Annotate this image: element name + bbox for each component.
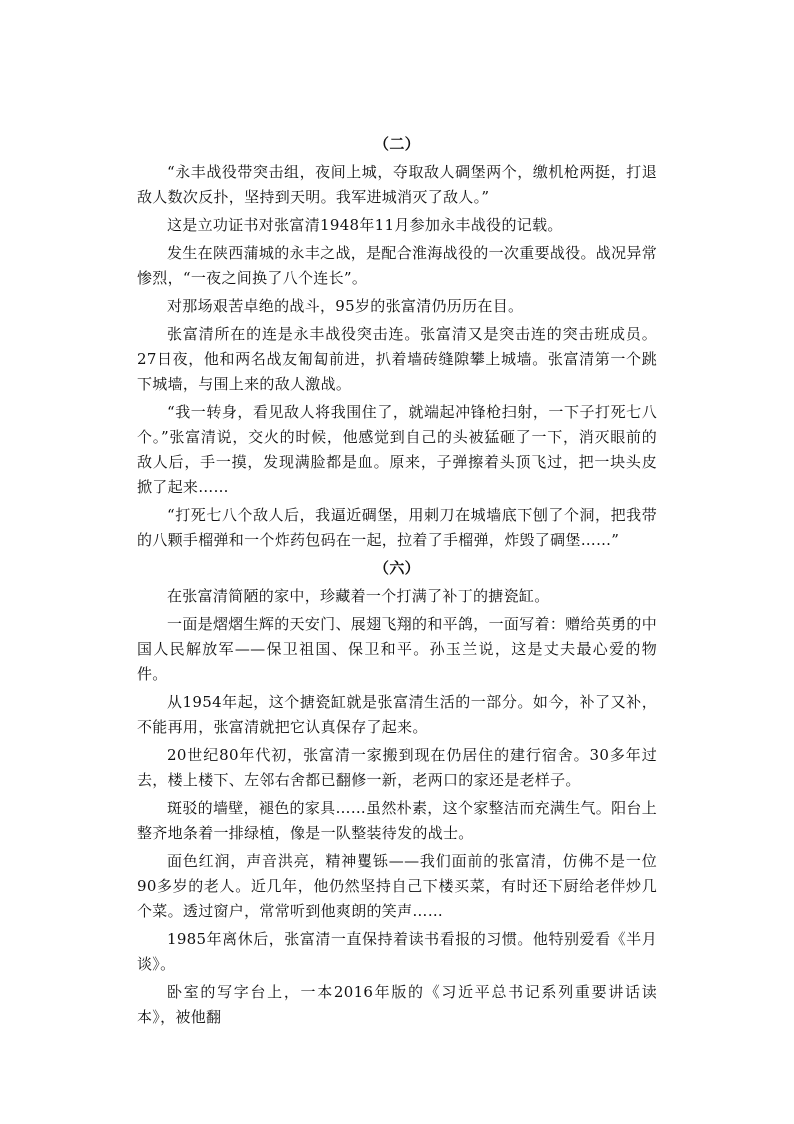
section-two-paragraph: “打死七八个敌人后，我逼近碉堡，用刺刀在城墙底下刨了个洞，把我带的八颗手榴弹和一个炸药包码在一起，拉着了手榴弹，炸毁了碉堡……” [137,506,657,549]
section-six-paragraph: 卧室的写字台上，一本2016年版的《习近平总书记系列重要讲话读本》，被他翻 [137,983,657,1026]
section-six-paragraph: 20世纪80年代初，张富清一家搬到现在仍居住的建行宿舍。30多年过去，楼上楼下、左邻右舍都已翻修一新，老两口的家还是老样子。 [137,746,657,789]
section-two-paragraph: “永丰战役带突击组，夜间上城，夺取敌人碉堡两个，缴机枪两挺，打退敌人数次反扑，坚持到天明。我军进城消灭了敌人。” [137,163,657,206]
section-six-paragraph: 一面是熠熠生辉的天安门、展翅飞翔的和平鸽，一面写着：赠给英勇的中国人民解放军——保卫祖国、保卫和平。孙玉兰说，这是丈夫最心爱的物件。 [137,615,657,683]
section-heading-two: （二） [374,135,420,153]
section-two-paragraph: “我一转身，看见敌人将我围住了，就端起冲锋枪扫射，一下子打死七八个。”张富清说，交火的时候，他感觉到自己的头被猛砸了一下，消灭眼前的敌人后，手一摸，发现满脸都是血。原来，子弹擦着头顶飞过，把一块头皮掀了起来…… [137,403,657,496]
section-six-paragraph: 在张富清简陋的家中，珍藏着一个打满了补丁的搪瓷缸。 [167,587,550,605]
section-two-paragraph: 张富清所在的连是永丰战役突击连。张富清又是突击连的突击班成员。27日夜，他和两名战友匍匐前进，扒着墙砖缝隙攀上城墙。张富清第一个跳下城墙，与围上来的敌人激战。 [137,325,657,393]
section-six-paragraph: 面色红润，声音洪亮，精神矍铄——我们面前的张富清，仿佛不是一位90多岁的老人。近几年，他仍然坚持自己下楼买菜，有时还下厨给老伴炒几个菜。透过窗户，常常听到他爽朗的笑声…… [137,852,657,920]
section-six-paragraph: 斑驳的墙壁，褪色的家具……虽然朴素，这个家整洁而充满生气。阳台上整齐地条着一排绿植，像是一队整装待发的战士。 [137,799,657,842]
section-heading-six: （六） [374,559,420,577]
article-body [137,132,657,1033]
section-six-paragraph: 从1954年起，这个搪瓷缸就是张富清生活的一部分。如今，补了又补，不能再用，张富清就把它认真保存了起来。 [137,693,657,736]
section-six-paragraph: 1985年离休后，张富清一直保持着读书看报的习惯。他特别爱看《半月谈》。 [137,930,657,973]
section-two-paragraph: 发生在陕西蒲城的永丰之战，是配合淮海战役的一次重要战役。战况异常惨烈，“一夜之间换了八个连长”。 [137,244,657,287]
section-two-paragraph: 对那场艰苦卓绝的战斗，95岁的张富清仍历历在目。 [167,297,524,315]
section-two-paragraph: 这是立功证书对张富清1948年11月参加永丰战役的记载。 [167,216,563,234]
